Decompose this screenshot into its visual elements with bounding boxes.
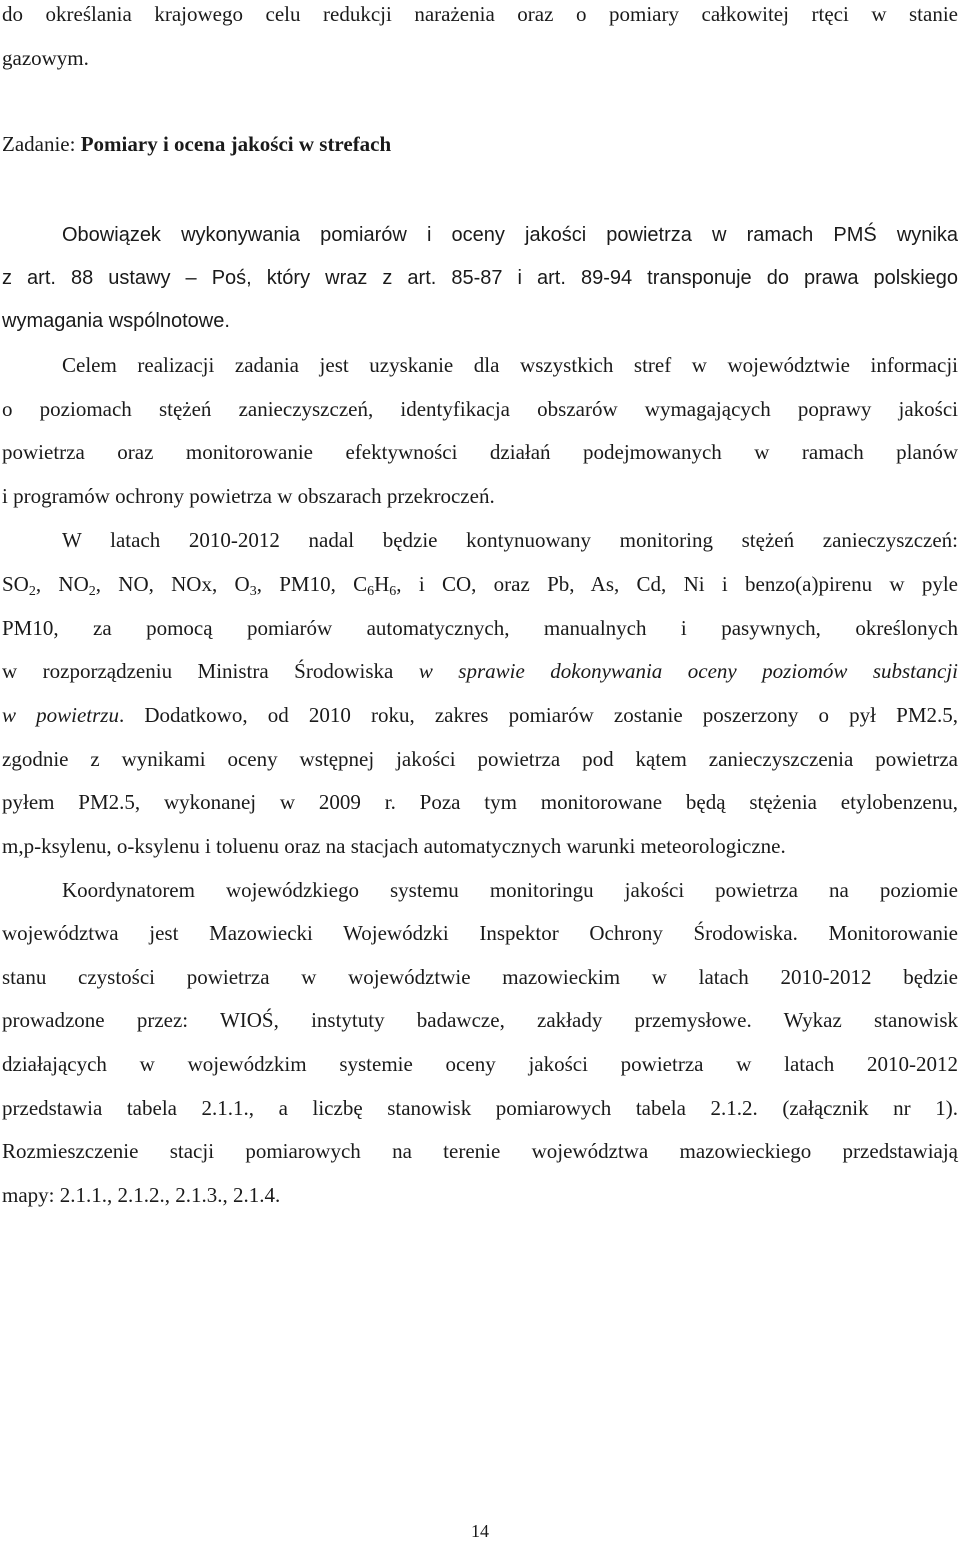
body-text-line: pyłem PM2.5, wykonanej w 2009 r. Poza tym monitorowane będą stężenia etylobenzenu, (2, 790, 958, 814)
pollutant-list-line: $SO_2$, $NO_2$, NO, NOx, $O_3$, PM10, $C_6H_6$, i CO, oraz Pb, As, Cd, Ni i benzo(a)pirenu w pyle (2, 572, 958, 599)
body-text-line: Rozmieszczenie stacji pomiarowych na terenie województwa mazowieckiego przedstawiają (2, 1139, 958, 1163)
page-number: 14 (471, 1521, 489, 1541)
body-text-line: mapy: 2.1.1., 2.1.2., 2.1.3., 2.1.4. (2, 1183, 281, 1207)
body-text-line: Celem realizacji zadania jest uzyskanie dla wszystkich stref w województwie informacji (62, 353, 958, 377)
body-text-line: prowadzone przez: WIOŚ, instytuty badawcze, zakłady przemysłowe. Wykaz stanowisk (2, 1008, 958, 1032)
task-heading-prefix: Zadanie: (2, 132, 81, 156)
body-text-line: działających w wojewódzkim systemie oceny jakości powietrza w latach 2010-2012 (2, 1052, 958, 1076)
body-text-line: PM10, za pomocą pomiarów automatycznych, manualnych i pasywnych, określonych (2, 616, 958, 640)
body-text-line: z art. 88 ustawy – Poś, który wraz z art. 85-87 i art. 89-94 transponuje do prawa polskiego (2, 267, 958, 289)
task-heading (2, 130, 958, 158)
body-text-line: powietrza oraz monitorowanie efektywności działań podejmowanych w ramach planów (2, 440, 958, 464)
task-heading-title: Pomiary i ocena jakości w strefach (80, 132, 392, 156)
body-text-line: gazowym. (2, 46, 89, 70)
body-text-line: zgodnie z wynikami oceny wstępnej jakości powietrza pod kątem zanieczyszczenia powietrza (2, 747, 958, 771)
body-text-line: do określania krajowego celu redukcji narażenia oraz o pomiary całkowitej rtęci w stanie (2, 2, 958, 26)
body-text-line: stanu czystości powietrza w województwie mazowieckim w latach 2010-2012 będzie (2, 965, 958, 989)
body-text-line: m,p-ksylenu, o-ksylenu i toluenu oraz na stacjach automatycznych warunki meteorologiczne. (2, 834, 786, 858)
body-text-line: Koordynatorem wojewódzkiego systemu monitoringu jakości powietrza na poziomie (62, 878, 958, 902)
regulation-title: w powietrzu (2, 703, 119, 727)
body-text-line: i programów ochrony powietrza w obszarach przekroczeń. (2, 484, 495, 508)
body-text-line: W latach 2010-2012 nadal będzie kontynuowany monitoring stężeń zanieczyszczeń: (62, 528, 958, 552)
body-text-line: w powietrzu. Dodatkowo, od 2010 roku, zakres pomiarów zostanie poszerzony o pył PM2.5, (2, 703, 958, 727)
body-text-line: Obowiązek wykonywania pomiarów i oceny jakości powietrza w ramach PMŚ wynika (62, 224, 958, 246)
body-text-line: wymagania wspólnotowe. (2, 310, 230, 332)
body-text-line: o poziomach stężeń zanieczyszczeń, identyfikacja obszarów wymagających poprawy jakości (2, 397, 958, 421)
body-text-line: w rozporządzeniu Ministra Środowiska w sprawie dokonywania oceny poziomów substancji (2, 659, 959, 683)
body-text-line: przedstawia tabela 2.1.1., a liczbę stanowisk pomiarowych tabela 2.1.2. (załącznik nr 1). (2, 1096, 958, 1120)
regulation-title: w sprawie dokonywania oceny poziomów substancji (418, 659, 959, 683)
body-text-line: województwa jest Mazowiecki Wojewódzki Inspektor Ochrony Środowiska. Monitorowanie (2, 921, 958, 945)
